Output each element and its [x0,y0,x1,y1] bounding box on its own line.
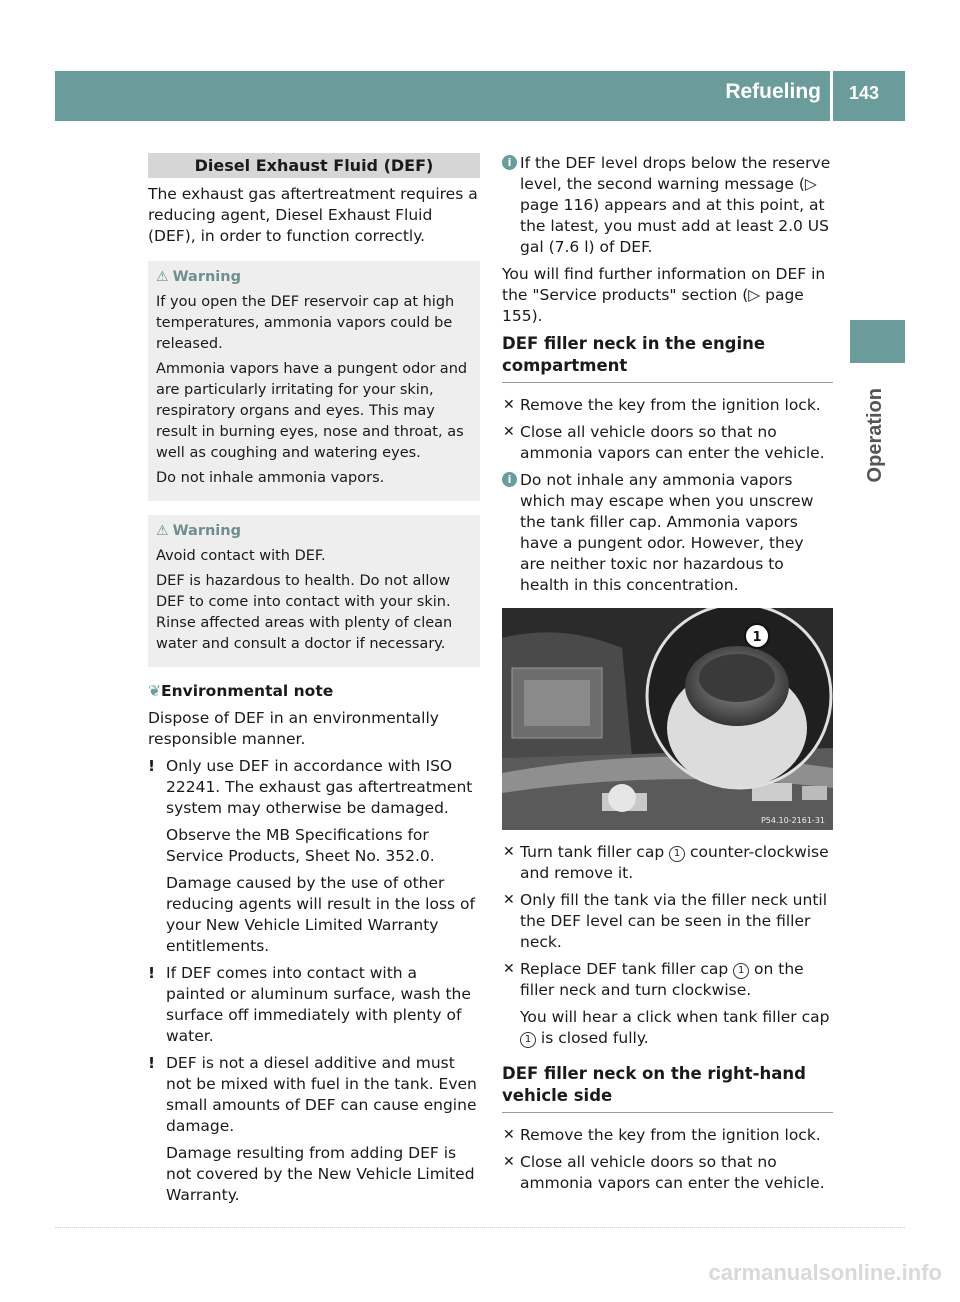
right-column [502,153,833,1200]
warning-heading [156,521,472,542]
footer-divider [55,1227,905,1228]
step-item [502,959,833,1049]
step-item [502,842,833,884]
further-info-text: You will find further information on DEF in the "Service products" section (▷ page 155). [502,265,826,325]
photo-code: P54.10-2161-31 [760,816,825,825]
environmental-note-text: Dispose of DEF in an environmentally responsible manner. [148,709,439,748]
warning-text: Avoid contact with DEF. [156,548,326,564]
step-x-icon: ✕ [503,397,515,413]
step-item [502,422,833,464]
watermark: carmanualsonline.info [708,1260,942,1285]
caution-note [148,1053,480,1206]
step-text: Close all vehicle doors so that no ammonia vapors can enter the vehicle. [520,423,825,462]
callout-number-icon: 1 [669,846,685,862]
step-item [502,890,833,953]
step-x-icon: ✕ [503,961,515,977]
step-text: Remove the key from the ignition lock. [520,396,821,414]
caution-note [148,756,480,957]
photo-callout-label: 1 [752,630,762,645]
environmental-note-label: Environmental note [161,682,334,700]
info-text: If the DEF level drops below the reserve level, the second warning message (▷ page 116) appears and at this point, at the latest, you must add at least 2.0 US gal (7.6 l) of DEF. [520,154,831,256]
step-note: You will hear a click when tank filler cap 1 is closed fully. [520,1008,830,1047]
step-item [502,395,833,416]
section-title: Diesel Exhaust Fluid (DEF) [148,153,480,178]
info-note [502,153,833,258]
step-text: Close all vehicle doors so that no ammonia vapors can enter the vehicle. [520,1153,825,1192]
warning-text: Do not inhale ammonia vapors. [156,470,385,486]
callout-number-icon: 1 [520,1032,536,1048]
page-ref-arrow-icon: ▷ [748,286,761,304]
info-note [502,470,833,596]
step-x-icon: ✕ [503,1154,515,1170]
warning-box [148,261,480,501]
side-tab [850,320,905,363]
step-x-icon: ✕ [503,424,515,440]
subsection-heading: DEF filler neck on the right-hand vehicle side [502,1063,833,1113]
caution-text: DEF is not a diesel additive and must not be mixed with fuel in the tank. Even small amounts of DEF can cause engine damage. [166,1054,477,1135]
engine-photo-illustration [502,608,833,830]
side-tab-label: Operation [863,387,886,483]
page-reference-link[interactable]: page 116 [520,196,594,214]
intro-text: The exhaust gas aftertreatment requires a reducing agent, Diesel Exhaust Fluid (DEF), in order to function correctly. [148,185,478,245]
caution-text: If DEF comes into contact with a painted or aluminum surface, wash the surface off immediately with plenty of water. [166,964,471,1045]
step-text: Turn tank filler cap 1 counter-clockwise and remove it. [520,843,829,882]
caution-text: Damage resulting from adding DEF is not covered by the New Vehicle Limited Warranty. [166,1144,475,1204]
step-text: Only fill the tank via the filler neck until the DEF level can be seen in the filler neck. [520,891,828,951]
left-column [148,153,480,1212]
exclamation-icon: ! [148,757,156,775]
exclamation-icon: ! [148,1054,156,1072]
info-icon: i [502,472,517,487]
info-text: Do not inhale any ammonia vapors which may escape when you unscrew the tank filler cap. Ammonia vapors have a pungent odor. However, they are neither toxic nor hazardous to health in this concentration. [520,471,814,594]
caution-text: Damage caused by the use of other reducing agents will result in the loss of your New Vehicle Limited Warranty entitlements. [166,874,475,955]
warning-label: Warning [172,523,241,539]
caution-text: Observe the MB Specifications for Service Products, Sheet No. 352.0. [166,826,435,865]
header-divider [830,71,833,121]
page-ref-arrow-icon: ▷ [804,175,817,193]
step-text: Remove the key from the ignition lock. [520,1126,821,1144]
page-number: 143 [848,83,879,103]
step-x-icon: ✕ [503,892,515,908]
info-icon: i [502,155,517,170]
warning-triangle-icon: ⚠ [156,523,169,539]
engine-compartment-photo [502,608,833,830]
caution-note [148,963,480,1047]
warning-label: Warning [172,269,241,285]
warning-box [148,515,480,667]
warning-triangle-icon: ⚠ [156,269,169,285]
warning-text: DEF is hazardous to health. Do not allow DEF to come into contact with your skin. Rinse affected areas with plenty of clean water and consult a doctor if necessary. [156,573,453,652]
subsection-heading: DEF filler neck in the engine compartment [502,333,833,383]
header-bar [55,71,905,121]
environmental-note-heading [148,681,480,702]
page-reference-link[interactable]: page 155 [502,286,804,325]
side-tab-label-wrap [845,375,905,495]
step-item [502,1152,833,1194]
step-text: Replace DEF tank filler cap 1 on the filler neck and turn clockwise. [520,960,804,999]
caution-text: Only use DEF in accordance with ISO 22241. The exhaust gas aftertreatment system may otherwise be damaged. [166,757,473,817]
step-x-icon: ✕ [503,844,515,860]
step-item [502,1125,833,1146]
callout-number-icon: 1 [733,963,749,979]
warning-heading [156,267,472,288]
warning-text: Ammonia vapors have a pungent odor and are particularly irritating for your skin, respiratory organs and eyes. This may result in burning eyes, nose and throat, as well as coughing and watering eyes. [156,361,468,461]
environment-icon: ❦ [148,682,161,700]
page-title: Refueling [725,80,821,103]
exclamation-icon: ! [148,964,156,982]
warning-text: If you open the DEF reservoir cap at high temperatures, ammonia vapors could be released. [156,294,455,352]
step-x-icon: ✕ [503,1127,515,1143]
